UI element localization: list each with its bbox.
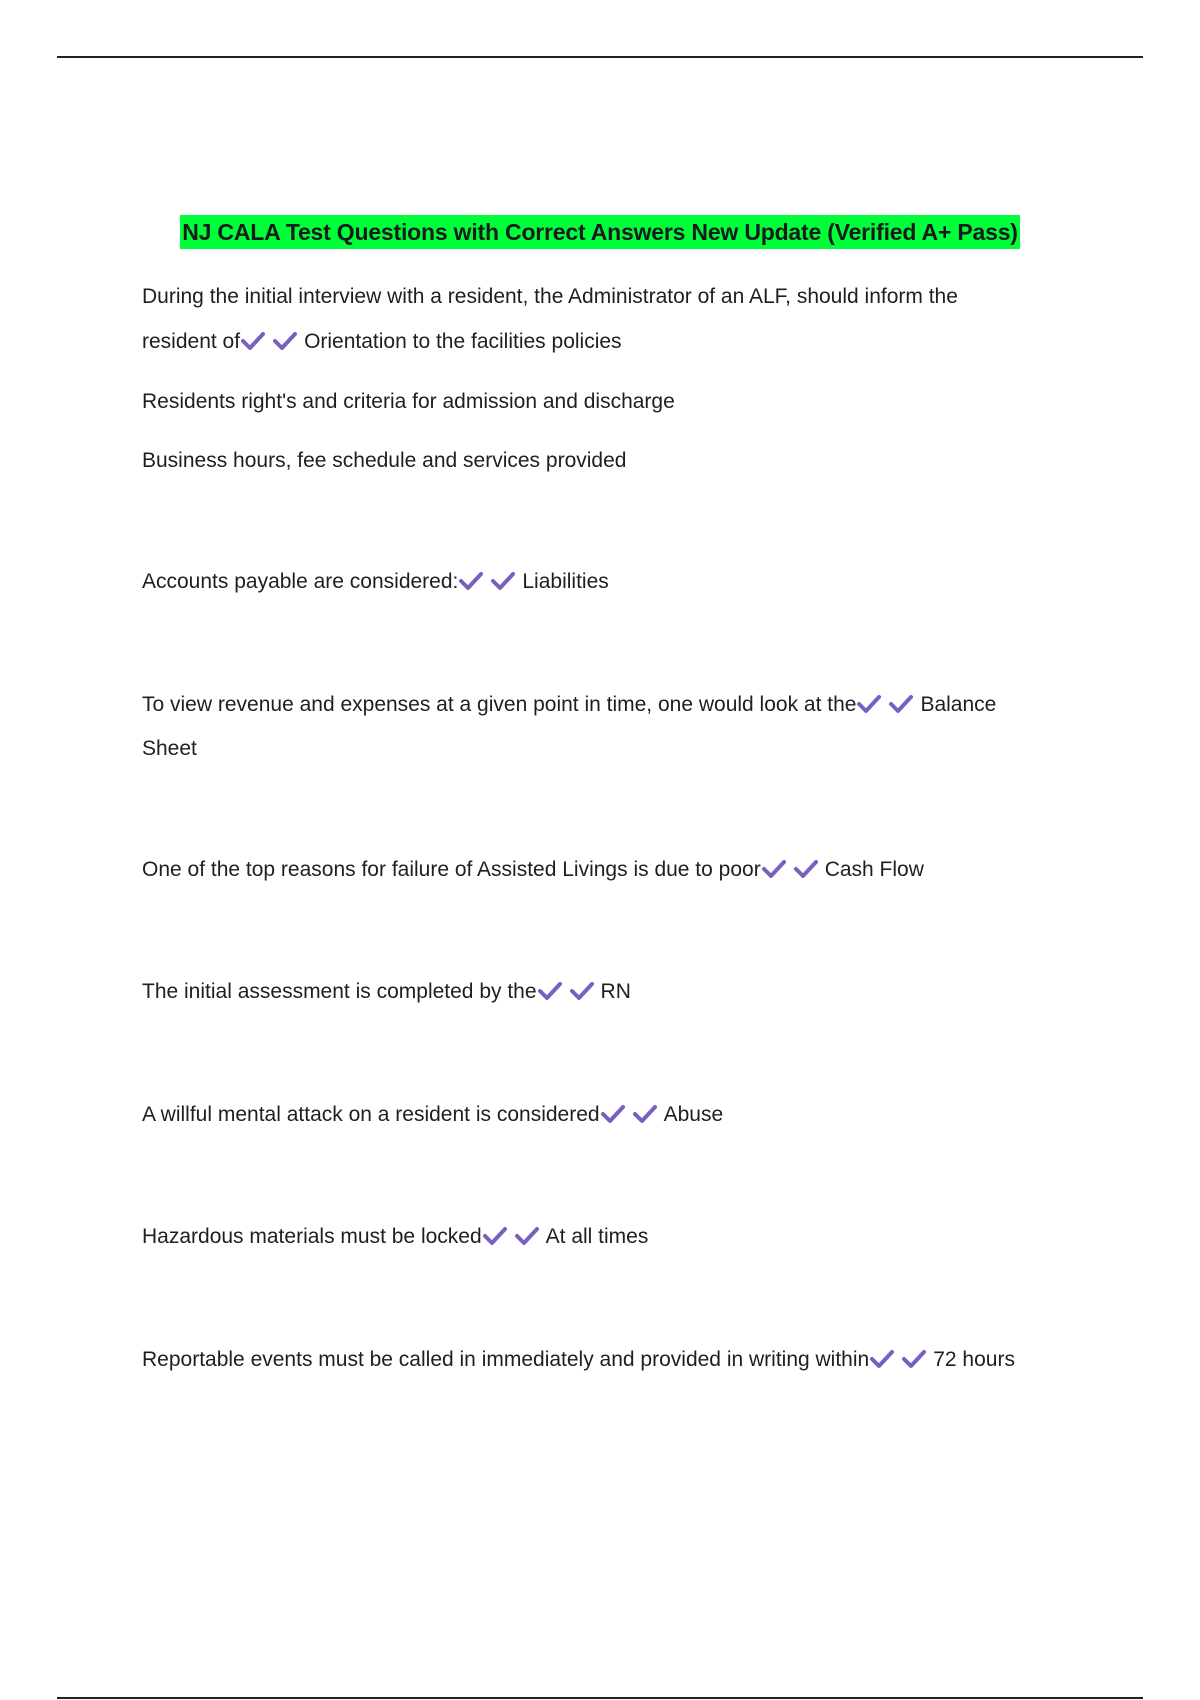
- checkmark-icon: [482, 1226, 508, 1246]
- question-answer-line: [142, 567, 609, 597]
- question-label: To view revenue and expenses at a given point in time, one would look at the: [142, 693, 857, 716]
- question-answer-line: [142, 1100, 723, 1130]
- checkmark-icon: [901, 1349, 927, 1369]
- answer-text: Sheet: [142, 737, 197, 760]
- question-answer-line: [142, 855, 924, 885]
- question-answer-line: [142, 1345, 1015, 1375]
- question-answer-line: [142, 1222, 648, 1252]
- title-container: [0, 215, 1200, 249]
- answer-text: Balance: [920, 693, 997, 716]
- question-text: [142, 282, 958, 312]
- document-title: NJ CALA Test Questions with Correct Answers New Update (Verified A+ Pass): [180, 215, 1020, 249]
- answer-continuation: [142, 446, 626, 476]
- checkmark-icon: [869, 1349, 895, 1369]
- checkmark-icon: [632, 1104, 658, 1124]
- checkmark-icon: [458, 571, 484, 591]
- answer-text: At all times: [545, 1225, 649, 1248]
- checkmark-icon: [272, 331, 298, 351]
- answer-text: 72 hours: [933, 1348, 1015, 1371]
- checkmark-icon: [240, 331, 266, 351]
- answer-text: Liabilities: [522, 570, 609, 593]
- checkmark-icon: [856, 694, 882, 714]
- question-label: One of the top reasons for failure of Assisted Livings is due to poor: [142, 858, 761, 881]
- answer-continuation: [142, 734, 197, 764]
- question-answer-line: [142, 690, 996, 720]
- answer-text: Cash Flow: [824, 858, 924, 881]
- answer-text: Orientation to the facilities policies: [304, 330, 622, 353]
- header-rule: [57, 56, 1143, 58]
- answer-text: Business hours, fee schedule and services provided: [142, 449, 627, 472]
- question-answer-line: [142, 977, 631, 1007]
- question-label: Reportable events must be called in immediately and provided in writing within: [142, 1348, 870, 1371]
- question-label: resident of: [142, 330, 241, 353]
- answer-text: Residents right's and criteria for admission and discharge: [142, 390, 675, 413]
- checkmark-icon: [600, 1104, 626, 1124]
- checkmark-icon: [761, 859, 787, 879]
- answer-text: Abuse: [663, 1103, 724, 1126]
- footer-rule: [57, 1697, 1143, 1699]
- answer-text: RN: [600, 980, 631, 1003]
- checkmark-icon: [888, 694, 914, 714]
- answer-continuation: [142, 387, 675, 417]
- checkmark-icon: [514, 1226, 540, 1246]
- checkmark-icon: [537, 981, 563, 1001]
- question-label: The initial assessment is completed by the: [142, 980, 537, 1003]
- checkmark-icon: [490, 571, 516, 591]
- question-label: Accounts payable are considered:: [142, 570, 459, 593]
- question-label: During the initial interview with a resident, the Administrator of an ALF, should inform the: [142, 285, 958, 308]
- question-label: Hazardous materials must be locked: [142, 1225, 482, 1248]
- checkmark-icon: [569, 981, 595, 1001]
- question-label: A willful mental attack on a resident is considered: [142, 1103, 600, 1126]
- question-answer-line: [142, 327, 622, 357]
- checkmark-icon: [793, 859, 819, 879]
